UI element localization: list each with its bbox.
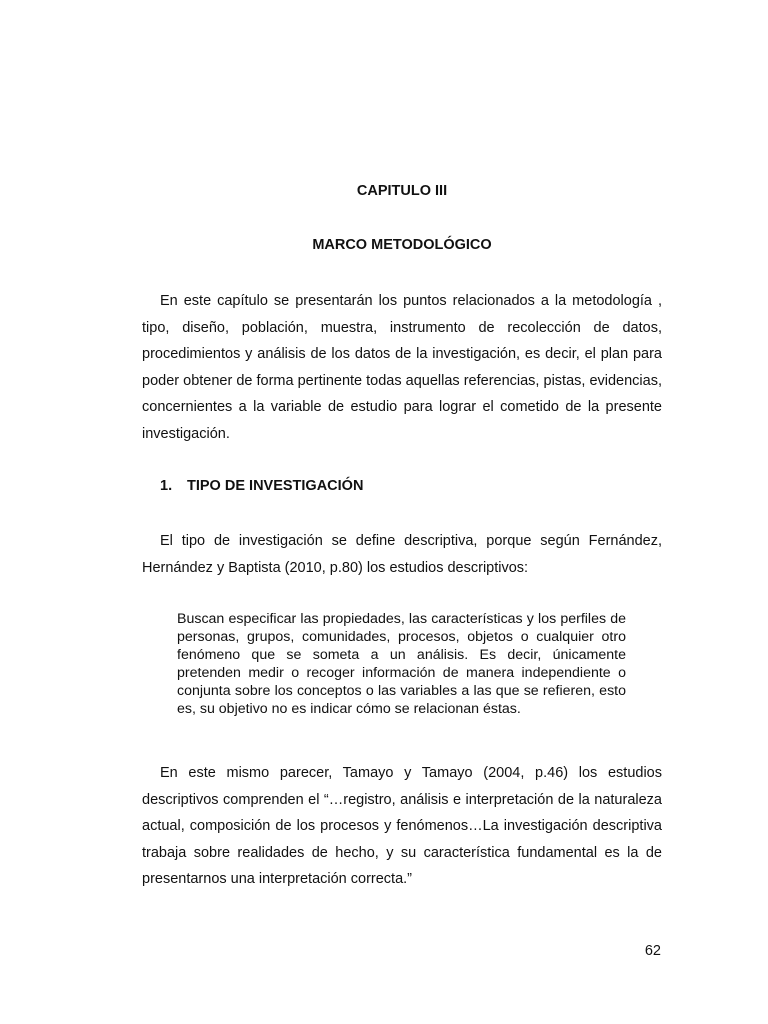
page-number: 62 [644,943,661,959]
intro-paragraph: En este capítulo se presentarán los puntos relacionados a la metodología , tipo, diseño, población, muestra, instrumento de recolección de datos, procedimientos y análisis de los datos de la investigación, es decir, el plan para poder obtener de forma pertinente todas aquellas referencias, pistas, evidencias, concernientes a la variable de estudio para lograr el cometido de la presente investigación. [142,293,662,442]
chapter-heading: CAPITULO III [356,183,448,199]
section-heading [160,477,363,495]
body-paragraph-3: En este mismo parecer, Tamayo y Tamayo (2004, p.46) los estudios descriptivos comprenden el “…registro, análisis e interpretación de la naturaleza actual, composición de los procesos y fenómenos…La investigación descriptiva trabaja sobre realidades de hecho, y su característica fundamental es la de presentarnos una interpretación correcta.” [142,765,662,888]
section-number: 1. [160,478,173,494]
block-quote: Buscan especificar las propiedades, las características y los perfiles de personas, grupos, comunidades, procesos, objetos o cualquier otro fenómeno que se someta a un análisis. Es decir, únicamente pretenden medir o recoger información de manera independiente o conjunta sobre los conceptos o las variables a las que se refieren, esto es, su objetivo no es indicar cómo se relacionan éstas. [177,611,626,717]
chapter-title: MARCO METODOLÓGICO [312,237,492,253]
section-title: TIPO DE INVESTIGACIÓN [187,478,364,494]
body-paragraph-2: El tipo de investigación se define descriptiva, porque según Fernández, Hernández y Baptista (2010, p.80) los estudios descriptivos: [142,533,662,576]
